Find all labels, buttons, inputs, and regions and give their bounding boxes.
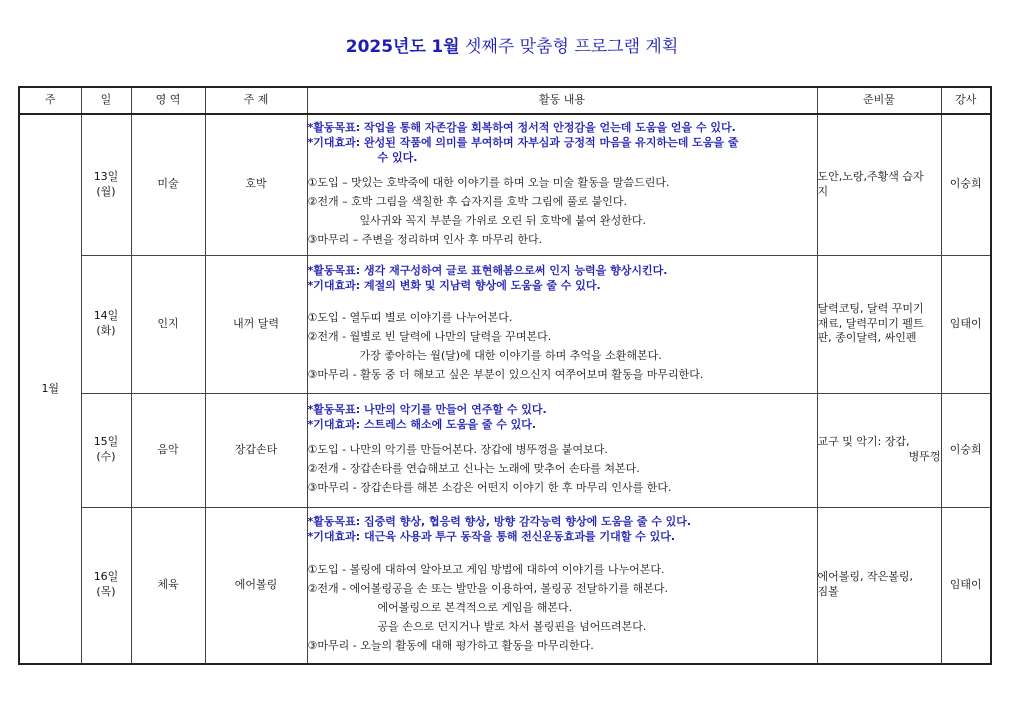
date-cell — [81, 255, 131, 393]
area-cell: 인지 — [131, 255, 205, 393]
title-rest: 셋째주 맞춤형 프로그램 계획 — [464, 37, 679, 57]
date-label: 13일 — [93, 169, 119, 183]
date-cell — [81, 507, 131, 664]
teacher-cell: 이숭희 — [941, 393, 991, 507]
table-row — [19, 507, 991, 664]
prep-line: 에어볼링, 작은볼링, — [817, 570, 913, 584]
expected-effect-continued: 수 있다. — [377, 150, 418, 164]
area-cell: 음악 — [131, 393, 205, 507]
expected-effect: *기대효과: 대근육 사용과 투구 동작을 통해 전신운동효과를 기대할 수 있다. — [307, 530, 676, 544]
topic-cell: 장갑손타 — [205, 393, 307, 507]
prep-cell — [817, 507, 941, 664]
step-develop: ②전개 - 에어볼링공을 손 또는 발만을 이용하여, 볼링공 전달하기를 해본다. — [307, 582, 668, 596]
step-intro: ①도입 - 나만의 악기를 만들어본다. 장갑에 병뚜껑을 붙여보다. — [307, 442, 608, 456]
expected-effect: *기대효과: 완성된 작품에 의미를 부여하며 자부심과 긍정적 마음을 유지하는데 도움을 줄 — [307, 135, 739, 149]
prep-cell — [817, 393, 941, 507]
program-plan-table — [18, 86, 992, 665]
step-develop-detail: 가장 좋아하는 월(달)에 대한 이야기를 하며 추억을 소환해본다. — [359, 349, 662, 363]
table-row — [19, 393, 991, 507]
date-cell — [81, 393, 131, 507]
expected-effect: *기대효과: 스트레스 해소에 도움을 줄 수 있다. — [307, 418, 537, 431]
header-teacher: 강사 — [941, 87, 991, 114]
step-intro: ①도입 – 맛있는 호박죽에 대한 이야기를 하며 오늘 미술 활동을 말씀드린다. — [307, 175, 670, 189]
date-label: 16일 — [93, 570, 119, 584]
activity-cell — [307, 393, 817, 507]
activity-goal: *활동목표: 집중력 향상, 협응력 향상, 방향 감각능력 향상에 도움을 줄 수 있다. — [307, 515, 692, 529]
activity-goal: *활동목표: 생각 재구성하여 글로 표현해봄으로써 인지 능력을 향상시킨다. — [307, 263, 668, 277]
teacher-cell: 임태이 — [941, 507, 991, 664]
prep-line: 판, 종이달력, 싸인펜 — [817, 331, 917, 345]
prep-line: 달력코팅, 달력 꾸미기 — [817, 301, 924, 315]
title-year: 2025년도 — [345, 37, 426, 57]
weekday-label: (수) — [96, 450, 116, 463]
teacher-cell: 이숭희 — [941, 114, 991, 255]
weekday-label: (월) — [96, 184, 116, 198]
header-day: 일 — [81, 87, 131, 114]
step-develop: ②전개 - 월별로 빈 달력에 나만의 달력을 꾸며본다. — [307, 330, 552, 344]
step-develop-detail: 잎사귀와 꼭지 부분을 가위로 오린 뒤 호박에 붙여 완성한다. — [359, 213, 646, 227]
prep-line: 교구 및 악기: 장갑, — [817, 435, 910, 449]
teacher-cell: 임태이 — [941, 255, 991, 393]
prep-cell — [817, 114, 941, 255]
header-week: 주 — [19, 87, 81, 114]
topic-cell: 호박 — [205, 114, 307, 255]
area-cell: 미술 — [131, 114, 205, 255]
header-prep: 준비물 — [817, 87, 941, 114]
activity-goal: *활동목표: 작업을 통해 자존감을 회복하여 정서적 안정감을 얻는데 도움을 얻을 수 있다. — [307, 120, 736, 134]
step-finish: ③마무리 - 장갑손타를 해본 소감은 어떤지 이야기 한 후 마무리 인사를 한다. — [307, 480, 672, 494]
date-cell — [81, 114, 131, 255]
header-row — [19, 87, 991, 114]
weekday-label: (목) — [96, 585, 116, 599]
step-finish: ③마무리 - 오늘의 활동에 대해 평가하고 활동을 마무리한다. — [307, 639, 594, 653]
step-develop-detail: 에어볼링으로 본격적으로 게임을 해본다. — [377, 601, 573, 615]
prep-line: 짐볼 — [817, 585, 839, 599]
step-develop-detail: 공을 손으로 던지거나 발로 차서 볼링핀을 넘어뜨려본다. — [377, 620, 647, 634]
title-month: 1월 — [431, 37, 460, 57]
step-finish: ③마무리 - 활동 중 더 해보고 싶은 부분이 있으신지 여쭈어보며 활동을 마무리한다. — [307, 368, 704, 382]
area-cell: 체육 — [131, 507, 205, 664]
step-intro: ①도입 - 열두띠 별로 이야기를 나누어본다. — [307, 311, 513, 325]
expected-effect: *기대효과: 계절의 변화 및 지남력 향상에 도움을 줄 수 있다. — [307, 278, 601, 292]
prep-line: 도안,노랑,주황색 습자 — [817, 169, 924, 183]
table-row — [19, 114, 991, 255]
prep-line: 재료, 달력꾸미기 펠트 — [817, 316, 924, 330]
topic-cell: 에어볼링 — [205, 507, 307, 664]
activity-cell — [307, 507, 817, 664]
prep-line: 병뚜껑 — [908, 450, 941, 463]
step-intro: ①도입 - 볼링에 대하여 알아보고 게임 방법에 대하여 이야기를 나누어본다. — [307, 563, 665, 577]
weekday-label: (화) — [96, 324, 116, 337]
step-finish: ③마무리 – 주변을 정리하며 인사 후 마무리 한다. — [307, 232, 543, 246]
step-develop: ②전개 - 장갑손타를 연습해보고 신나는 노래에 맞추어 손타를 쳐본다. — [307, 461, 640, 475]
date-label: 15일 — [93, 435, 119, 449]
month-cell: 1월 — [19, 114, 81, 664]
step-develop: ②전개 – 호박 그림을 색칠한 후 습자지를 호박 그림에 풀로 붙인다. — [307, 194, 627, 208]
topic-cell: 내꺼 달력 — [205, 255, 307, 393]
header-activity: 활동 내용 — [307, 87, 817, 114]
activity-cell — [307, 255, 817, 393]
prep-cell — [817, 255, 941, 393]
activity-cell — [307, 114, 817, 255]
date-label: 14일 — [93, 309, 119, 323]
activity-goal: *활동목표: 나만의 악기를 만들어 연주할 수 있다. — [307, 403, 547, 417]
prep-line: 지 — [817, 184, 829, 198]
table-row — [19, 255, 991, 393]
header-topic: 주 제 — [205, 87, 307, 114]
header-area: 영 역 — [131, 87, 205, 114]
page-title — [0, 32, 1024, 57]
